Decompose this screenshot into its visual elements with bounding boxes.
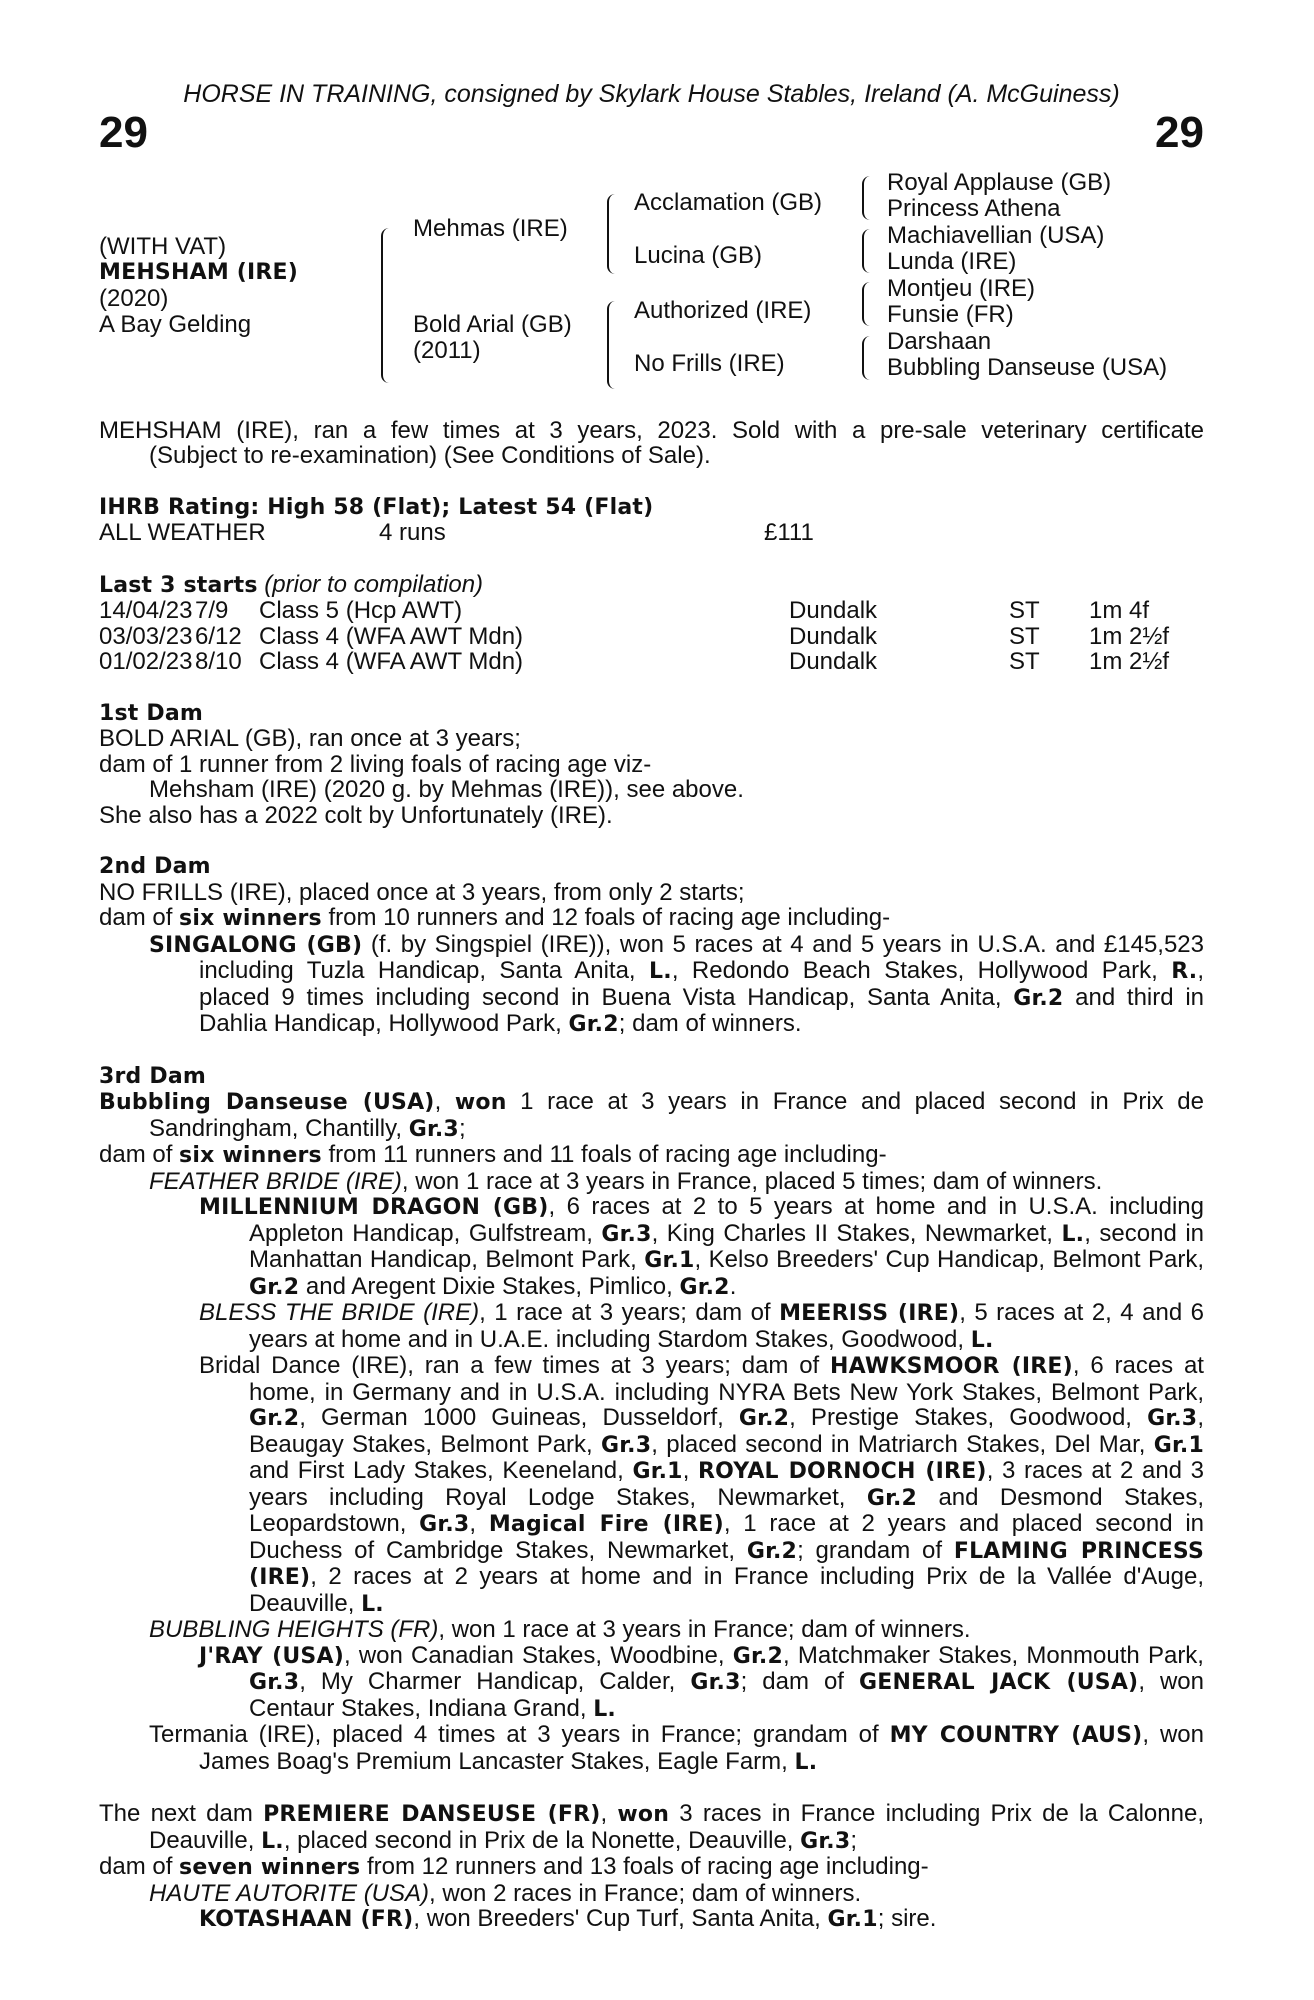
starts-note: (prior to compilation) [264, 570, 484, 598]
text: , 6 races at home, in Germany and in U.S.A. including NYRA Bets New York Stakes, Belmont Park, [249, 1352, 1204, 1406]
grade: L. [794, 1749, 818, 1775]
start-class: Class 4 (WFA AWT Mdn) [259, 622, 524, 650]
text: , 6 races at 2 to 5 years at home and in U.S.A. including Appleton Handicap, Gulfstream, [249, 1193, 1204, 1247]
grade: L. [970, 1327, 994, 1353]
lot-number-right: 29 [1155, 107, 1204, 157]
singalong-entry [99, 932, 1204, 1038]
starts-title: Last 3 starts [99, 572, 258, 598]
second-dam-title: 2nd Dam [99, 854, 211, 879]
horse-name: Magical Fire (IRE) [488, 1512, 724, 1537]
text: ; grandam of [797, 1536, 954, 1564]
start-pos: 8/10 [195, 648, 242, 675]
horse-name: HAUTE AUTORITE (USA) [149, 1879, 430, 1907]
text: , placed 9 times including second in Buena Vista Handicap, Santa Anita, [199, 957, 1205, 1011]
horse-year: (2020) [99, 284, 169, 312]
text: , [469, 1510, 489, 1537]
first-dam-line-1: BOLD ARIAL (GB), ran once at 3 years; [99, 725, 521, 752]
first-dam-line-4: She also has a 2022 colt by Unfortunately (IRE). [99, 801, 613, 829]
start-date: 01/02/23 [99, 648, 193, 675]
start-pos: 7/9 [195, 597, 229, 624]
bubbling-heights-entry [99, 1617, 1204, 1643]
text: , [682, 1457, 699, 1484]
grade: Gr.1 [1153, 1432, 1204, 1458]
dam-dam: No Frills (IRE) [634, 349, 785, 377]
sire-sire: Acclamation (GB) [634, 188, 823, 216]
start-class: Class 4 (WFA AWT Mdn) [259, 648, 524, 675]
horse-name: Bubbling Danseuse (USA) [99, 1090, 435, 1115]
catalogue-page [99, 82, 1204, 1933]
horse-name: SINGALONG (GB) [149, 932, 363, 958]
grade: Gr.3 [690, 1670, 741, 1695]
grade: L. [593, 1696, 616, 1722]
grade: Gr.2 [738, 1406, 790, 1431]
next-dam-line-2 [99, 1854, 1204, 1881]
text: and Aregent Dixie Stakes, Pimlico, [299, 1272, 680, 1300]
text: , won 1 race at 3 years in France; dam of winners. [438, 1616, 971, 1643]
pedigree-table [99, 156, 1204, 446]
bless-the-bride-entry [99, 1300, 1204, 1353]
start-date: 03/03/23 [99, 622, 193, 650]
lot-number-left: 29 [99, 107, 148, 157]
dam-sire: Authorized (IRE) [634, 296, 812, 324]
grade: L. [1061, 1221, 1085, 1247]
start-row [99, 649, 1204, 675]
first-dam-line-2: dam of 1 runner from 2 living foals of racing age viz- [99, 750, 652, 778]
lot-number-row [99, 107, 1204, 157]
starts-rows [99, 598, 1204, 675]
start-row [99, 624, 1204, 650]
start-dist: 1m 2½f [1089, 622, 1170, 650]
text: 3 races in France including Prix de la Calonne, Deauville, [149, 1800, 1204, 1854]
text: ; [458, 1114, 466, 1142]
text: . [729, 1272, 737, 1300]
jray-entry [99, 1643, 1204, 1723]
horse-name: GENERAL JACK (USA) [858, 1670, 1139, 1695]
third-dam-title: 3rd Dam [99, 1063, 206, 1089]
text: dam of [99, 904, 180, 931]
horse-name: J'RAY (USA) [199, 1643, 344, 1669]
text: from 11 runners and 11 foals of racing age including- [321, 1141, 887, 1168]
won-label: won [454, 1090, 507, 1115]
grade: Gr.3 [419, 1512, 470, 1537]
grade: R. [1171, 959, 1198, 984]
termania-entry [99, 1722, 1204, 1775]
kotashaan-entry [99, 1906, 1204, 1933]
text: , 3 races at 2 and 3 years including Royal Lodge Stakes, Newmarket, [249, 1457, 1205, 1511]
text: , German 1000 Guineas, Dusseldorf, [299, 1404, 739, 1431]
start-going: ST [1009, 648, 1040, 675]
rating-title: IHRB Rating: High 58 (Flat); Latest 54 (Flat) [99, 494, 654, 520]
horse-name: BUBBLING HEIGHTS (FR) [149, 1616, 439, 1643]
grade: Gr.2 [568, 1012, 619, 1037]
grade: Gr.3 [408, 1116, 459, 1142]
text: The next dam [99, 1800, 264, 1827]
grade: Gr.3 [800, 1828, 851, 1854]
text: , 1 race at 2 years and placed second in Duchess of Cambridge Stakes, Newmarket, [249, 1510, 1204, 1564]
grade: Gr.3 [601, 1221, 652, 1247]
sds: Machiavellian (USA) [887, 221, 1105, 249]
start-date: 14/04/23 [99, 597, 193, 624]
intro-line-2: (Subject to re-examination) (See Conditions of Sale). [149, 442, 711, 469]
sire: Mehmas (IRE) [413, 214, 568, 242]
grade: Gr.2 [732, 1643, 784, 1669]
grade: Gr.2 [1013, 985, 1064, 1011]
haute-autorite-entry [99, 1881, 1204, 1907]
dsd: Funsie (FR) [887, 300, 1014, 328]
grade: Gr.1 [827, 1907, 878, 1932]
start-pos: 6/12 [195, 622, 242, 650]
grade: L. [649, 959, 672, 984]
text: , won Breeders' Cup Turf, Santa Anita, [413, 1905, 828, 1932]
text: , Redondo Beach Stakes, Hollywood Park, [671, 957, 1172, 984]
start-going: ST [1009, 597, 1040, 624]
text: , Beaugay Stakes, Belmont Park, [249, 1404, 1204, 1458]
brace-ds [862, 282, 871, 326]
horse-name: FLAMING PRINCESS (IRE) [249, 1538, 1204, 1590]
third-dam-section [99, 1064, 1204, 1776]
text: and First Lady Stakes, Keeneland, [249, 1457, 633, 1484]
sire-dam: Lucina (GB) [634, 241, 763, 269]
text: , placed second in Prix de la Nonette, Deauville, [283, 1826, 801, 1854]
text: , won Centaur Stakes, Indiana Grand, [249, 1668, 1205, 1722]
dss: Montjeu (IRE) [887, 274, 1036, 302]
winners-count: seven winners [179, 1855, 361, 1880]
text: from 10 runners and 12 foals of racing age including- [321, 904, 891, 931]
brace-sd [862, 229, 871, 273]
text: from 12 runners and 13 foals of racing age including- [360, 1853, 929, 1880]
winners-count: six winners [179, 906, 322, 931]
start-course: Dundalk [789, 622, 878, 650]
grade: Gr.3 [1147, 1406, 1198, 1431]
text: , Kelso Breeders' Cup Handicap, Belmont Park, [694, 1246, 1204, 1273]
grade: Gr.2 [249, 1406, 300, 1431]
rating-surface: ALL WEATHER [99, 519, 266, 546]
text: , 1 race at 3 years; dam of [479, 1299, 780, 1326]
brace-dd [862, 336, 871, 380]
start-course: Dundalk [789, 597, 878, 624]
second-dam-line-2 [99, 905, 1204, 932]
grade: Gr.1 [644, 1248, 695, 1273]
dam-year: (2011) [413, 336, 481, 364]
first-dam-section [99, 701, 1204, 829]
rating-row [99, 520, 1204, 546]
text: (f. by Singspiel (IRE)), won 5 races at 4 and 5 years in U.S.A. and £145,523 including Tuzla Handicap, Santa Anita, [199, 930, 1205, 984]
start-class: Class 5 (Hcp AWT) [259, 597, 463, 624]
horse-name: MEHSHAM (IRE) [99, 259, 299, 285]
first-dam-title: 1st Dam [99, 700, 204, 726]
ssd: Princess Athena [887, 194, 1061, 222]
text: , King Charles II Stakes, Newmarket, [651, 1219, 1062, 1247]
ddd: Bubbling Danseuse (USA) [887, 353, 1168, 381]
vat-note: (WITH VAT) [99, 232, 227, 260]
start-dist: 1m 4f [1089, 597, 1150, 624]
brace-main [381, 228, 391, 383]
horse-name: HAWKSMOOR (IRE) [830, 1354, 1073, 1379]
intro-line-1: MEHSHAM (IRE), ran a few times at 3 years, 2023. Sold with a pre-sale veterinary certificate [99, 416, 1204, 444]
text: , won James Boag's Premium Lancaster Stakes, Eagle Farm, [199, 1721, 1204, 1775]
text: Bridal Dance (IRE), ran a few times at 3 years; dam of [199, 1352, 830, 1379]
dam: Bold Arial (GB) [413, 310, 572, 338]
start-going: ST [1009, 622, 1040, 650]
dds: Darshaan [887, 327, 992, 355]
horse-name: MEERISS (IRE) [779, 1301, 960, 1326]
text: , Prestige Stakes, Goodwood, [789, 1404, 1148, 1431]
text: , won 1 race at 3 years in France, placed 5 times; dam of winners. [401, 1167, 1103, 1195]
rating-earnings: £111 [764, 519, 814, 546]
text: 1 race at 3 years in France and placed second in Prix de Sandringham, Chantilly, [149, 1088, 1204, 1142]
start-dist: 1m 2½f [1089, 648, 1170, 675]
starts-section [99, 572, 1204, 675]
text: , placed second in Matriarch Stakes, Del Mar, [651, 1430, 1154, 1458]
third-dam-line-1: Bubbling Danseuse (USA), won 1 race at 3 years in France and placed second in Prix de Sandringham, Chantilly, Gr.3; [99, 1088, 1204, 1142]
text: , won 2 races in France; dam of winners. [429, 1879, 862, 1907]
grade: Gr.2 [679, 1274, 730, 1300]
sss: Royal Applause (GB) [887, 168, 1112, 196]
bridal-dance-entry [99, 1353, 1204, 1617]
start-course: Dundalk [789, 648, 878, 675]
horse-name: KOTASHAAN (FR) [199, 1907, 414, 1932]
text: , Matchmaker Stakes, Monmouth Park, [783, 1641, 1204, 1669]
text: dam of [99, 1141, 180, 1168]
grade: Gr.3 [249, 1670, 300, 1695]
text: and Desmond Stakes, Leopardstown, [249, 1483, 1204, 1537]
millennium-dragon-entry [99, 1194, 1204, 1300]
text: , 2 races at 2 years at home and in France including Prix de la Vallée d'Auge, Deauville, [249, 1563, 1204, 1617]
horse-name: MY COUNTRY (AUS) [889, 1723, 1143, 1748]
horse-name: PREMIERE DANSEUSE (FR) [263, 1802, 601, 1827]
start-row [99, 598, 1204, 624]
text: ; [850, 1826, 858, 1854]
feather-bride-entry [99, 1169, 1204, 1195]
second-dam-line-1: NO FRILLS (IRE), placed once at 3 years, from only 2 starts; [99, 878, 745, 906]
grade: Gr.3 [601, 1432, 652, 1458]
starts-heading [99, 572, 1204, 599]
page-header: HORSE IN TRAINING, consigned by Skylark House Stables, Ireland (A. McGuiness) [183, 80, 1120, 108]
next-dam-section [99, 1801, 1204, 1933]
sdd: Lunda (IRE) [887, 247, 1017, 275]
won-label: won [617, 1802, 670, 1827]
text: ; dam of [740, 1668, 859, 1695]
horse-name: MILLENNIUM DRAGON (GB) [199, 1195, 549, 1220]
horse-name: BLESS THE BRIDE (IRE) [199, 1299, 480, 1326]
second-dam-section [99, 854, 1204, 1038]
grade: Gr.1 [632, 1459, 683, 1484]
brace-dam [607, 301, 617, 389]
text: Termania (IRE), placed 4 times at 3 years in France; grandam of [149, 1721, 890, 1748]
first-dam-line-3: Mehsham (IRE) (2020 g. by Mehmas (IRE)), see above. [149, 776, 744, 803]
rating-section [99, 495, 1204, 546]
text: , My Charmer Handicap, Calder, [299, 1668, 691, 1695]
rating-runs: 4 runs [379, 519, 446, 546]
horse-description: A Bay Gelding [99, 310, 252, 338]
next-dam-line-1: The next dam PREMIERE DANSEUSE (FR), won 3 races in France including Prix de la Calonne, Deauville, L., placed second in Prix de la Nonette, Deauville, Gr.3; [99, 1800, 1204, 1854]
text: dam of [99, 1853, 180, 1880]
text: ; sire. [877, 1905, 937, 1932]
text: ; dam of winners. [618, 1010, 802, 1037]
grade: Gr.2 [866, 1485, 918, 1511]
brace-sire [607, 194, 617, 274]
horse-name: ROYAL DORNOCH (IRE) [698, 1459, 987, 1484]
third-dam-line-2 [99, 1142, 1204, 1169]
text: , 5 races at 2, 4 and 6 years at home and in U.A.E. including Stardom Stakes, Goodwood, [249, 1299, 1204, 1353]
grade: Gr.2 [746, 1538, 798, 1564]
text: , second in Manhattan Handicap, Belmont Park, [249, 1219, 1205, 1273]
text: , won Canadian Stakes, Woodbine, [343, 1641, 733, 1669]
grade: L. [261, 1828, 284, 1854]
grade: L. [361, 1591, 384, 1617]
brace-ss [862, 176, 871, 220]
winners-count: six winners [179, 1143, 322, 1168]
text: and third in Dahlia Handicap, Hollywood Park, [199, 983, 1204, 1037]
grade: Gr.2 [249, 1274, 300, 1300]
horse-name: FEATHER BRIDE (IRE) [149, 1167, 402, 1195]
